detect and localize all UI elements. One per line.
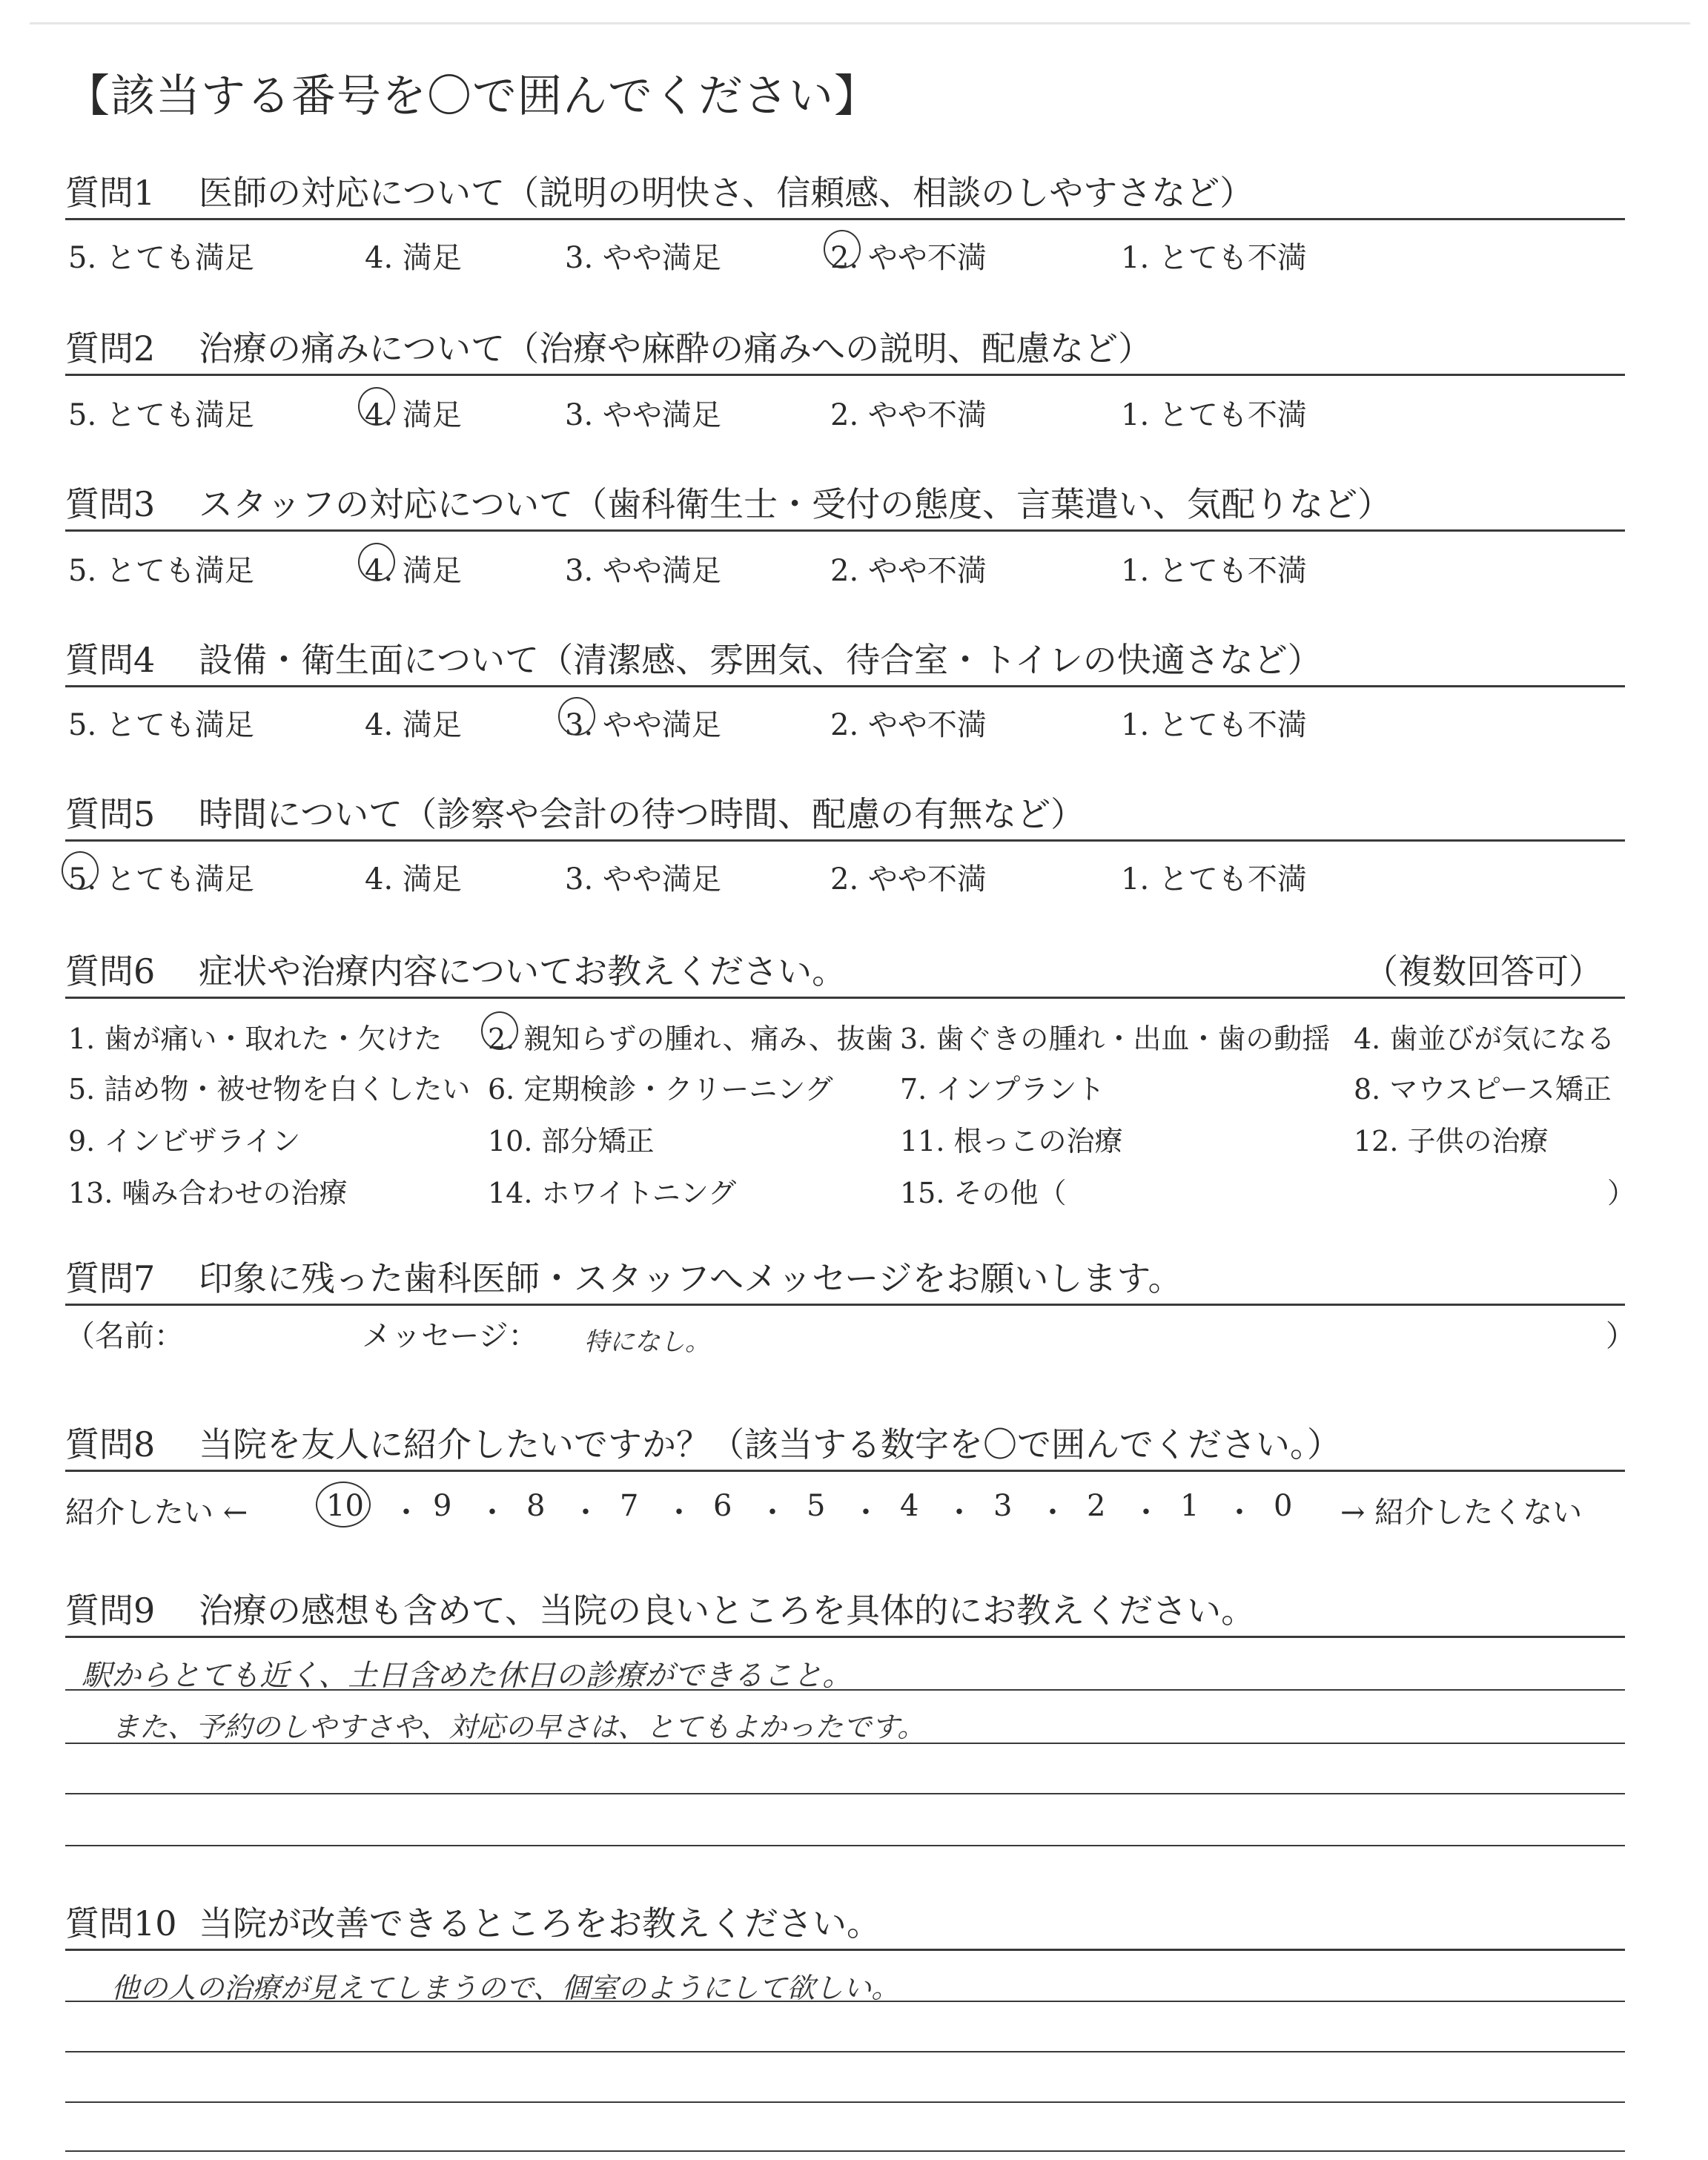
question-number: 質問9: [65, 1591, 156, 1631]
circle-mark: [358, 387, 395, 426]
symptom-option[interactable]: 10. 部分矯正: [488, 1125, 655, 1157]
symptom-option[interactable]: 14. ホワイトニング: [488, 1177, 737, 1209]
question-text: 当院を友人に紹介したいですか？（該当する数字を〇で囲んでください。）: [199, 1424, 1341, 1464]
symptom-option[interactable]: 9. インビザライン: [68, 1125, 301, 1157]
option-5[interactable]: 5. とても満足: [68, 241, 254, 275]
question-text: 当院が改善できるところをお教えください。: [199, 1903, 881, 1943]
option-3[interactable]: 3. やや満足: [565, 862, 721, 896]
page-title: 【該当する番号を〇で囲んでください】: [65, 70, 879, 122]
option-3[interactable]: 3. やや満足: [565, 398, 721, 432]
answer-line: [65, 2150, 1625, 2152]
question-2-header: [65, 328, 1625, 376]
question-number: 質問2: [65, 328, 156, 369]
option-3[interactable]: 3. やや満足: [565, 554, 721, 588]
answer-line: [65, 1743, 1625, 1744]
scale-4[interactable]: 4: [900, 1489, 919, 1523]
option-2[interactable]: 2. やや不満: [830, 554, 987, 588]
scale-7[interactable]: 7: [620, 1489, 639, 1523]
question-number: 質問1: [65, 173, 156, 213]
q9-answer-line-2[interactable]: また、予約のしやすさや、対応の早さは、とてもよかったです。: [111, 1711, 926, 1743]
option-1[interactable]: 1. とても不満: [1121, 554, 1307, 588]
symptom-option[interactable]: 7. インプラント: [900, 1073, 1105, 1106]
option-2[interactable]: 2. やや不満: [830, 862, 987, 896]
symptom-option[interactable]: 5. 詰め物・被せ物を白くしたい: [68, 1073, 471, 1106]
answer-line: [65, 2001, 1625, 2002]
q9-answer-line-1[interactable]: 駅からとても近く、土日含めた休日の診療ができること。: [82, 1659, 853, 1693]
option-2[interactable]: 2. やや不満: [830, 398, 987, 432]
option-5[interactable]: 5. とても満足: [68, 708, 254, 742]
circle-mark: [316, 1482, 371, 1527]
circle-mark: [558, 697, 595, 736]
dot: ・: [664, 1496, 694, 1530]
option-1[interactable]: 1. とても不満: [1121, 708, 1307, 742]
message-answer[interactable]: 特になし。: [584, 1327, 710, 1357]
option-4[interactable]: 4. 満足: [365, 547, 462, 589]
question-number: 質問6: [65, 951, 156, 991]
recommend-scale: [65, 1489, 1625, 1530]
option-4[interactable]: 4. 満足: [365, 862, 462, 896]
question-number: 質問7: [65, 1258, 156, 1298]
question-text: 時間について（診察や会計の待つ時間、配慮の有無など）: [199, 794, 1085, 834]
question-7-header: [65, 1258, 1625, 1306]
scale-0[interactable]: 0: [1274, 1489, 1293, 1523]
question-text: 治療の痛みについて（治療や麻酔の痛みへの説明、配慮など）: [199, 328, 1153, 369]
scale-6[interactable]: 6: [713, 1489, 732, 1523]
scale-left-label: 紹介したい ←: [65, 1496, 248, 1530]
answer-line: [65, 2101, 1625, 2103]
symptom-option[interactable]: 2. 親知らずの腫れ、痛み、抜歯: [488, 1016, 893, 1057]
question-3-header: [65, 483, 1625, 532]
circle-mark: [62, 851, 99, 890]
question-text: 症状や治療内容についてお教えください。: [199, 951, 847, 991]
scale-3[interactable]: 3: [993, 1489, 1013, 1523]
option-1[interactable]: 1. とても不満: [1121, 862, 1307, 896]
question-6-options-row-4: [68, 1170, 1636, 1209]
top-rule: [30, 22, 1690, 24]
dot: ・: [944, 1496, 974, 1530]
option-5[interactable]: 5. とても満足: [68, 856, 254, 898]
option-1[interactable]: 1. とても不満: [1121, 398, 1307, 432]
symptom-option[interactable]: 13. 噛み合わせの治療: [68, 1177, 348, 1209]
answer-line: [65, 2051, 1625, 2052]
symptom-option[interactable]: 1. 歯が痛い・取れた・欠けた: [68, 1023, 443, 1055]
name-label: （名前：: [65, 1319, 184, 1353]
question-5-header: [65, 793, 1625, 842]
other-close-paren: ）: [1607, 1177, 1636, 1209]
dot: ・: [571, 1496, 600, 1530]
question-text: スタッフの対応について（歯科衛生士・受付の態度、言葉遣い、気配りなど）: [199, 484, 1392, 524]
q10-answer-line-1[interactable]: 他の人の治療が見えてしまうので、個室のようにして欲しい。: [111, 1972, 900, 2004]
scale-9[interactable]: 9: [433, 1489, 452, 1523]
question-10-header: [65, 1903, 1625, 1951]
dot: ・: [1038, 1496, 1068, 1530]
option-4[interactable]: 4. 満足: [365, 708, 462, 742]
message-row: [65, 1312, 1635, 1357]
option-3[interactable]: 3. やや満足: [565, 241, 721, 275]
option-5[interactable]: 5. とても満足: [68, 554, 254, 588]
question-6-header: [65, 951, 1625, 999]
option-4[interactable]: 4. 満足: [365, 392, 462, 434]
question-8-header: [65, 1424, 1625, 1472]
option-2[interactable]: 2. やや不満: [830, 234, 987, 277]
symptom-option[interactable]: 6. 定期検診・クリーニング: [488, 1073, 833, 1106]
symptom-option[interactable]: 3. 歯ぐきの腫れ・出血・歯の動揺: [900, 1023, 1331, 1055]
symptom-option[interactable]: 12. 子供の治療: [1354, 1125, 1549, 1157]
question-text: 医師の対応について（説明の明快さ、信頼感、相談のしやすさなど）: [199, 173, 1254, 213]
question-text: 設備・衛生面について（清潔感、雰囲気、待合室・トイレの快適さなど）: [199, 640, 1322, 680]
scale-8[interactable]: 8: [526, 1489, 546, 1523]
scale-1[interactable]: 1: [1180, 1489, 1199, 1523]
circle-mark: [481, 1011, 518, 1050]
question-9-header: [65, 1590, 1625, 1638]
answer-line: [65, 1845, 1625, 1846]
dot: ・: [1225, 1496, 1254, 1530]
symptom-option[interactable]: 4. 歯並びが気になる: [1354, 1023, 1615, 1055]
close-paren: ）: [1606, 1319, 1635, 1353]
question-4-header: [65, 639, 1625, 687]
question-1-header: [65, 172, 1625, 220]
dot: ・: [391, 1496, 421, 1530]
scale-2[interactable]: 2: [1087, 1489, 1106, 1523]
question-number: 質問8: [65, 1424, 156, 1464]
question-number: 質問5: [65, 794, 156, 834]
option-1[interactable]: 1. とても不満: [1121, 241, 1307, 275]
option-5[interactable]: 5. とても満足: [68, 398, 254, 432]
option-2[interactable]: 2. やや不満: [830, 708, 987, 742]
question-text: 治療の感想も含めて、当院の良いところを具体的にお教えください。: [199, 1591, 1256, 1631]
scale-right-label: → 紹介したくない: [1340, 1496, 1583, 1530]
symptom-option-other[interactable]: 15. その他（: [900, 1177, 1067, 1209]
option-4[interactable]: 4. 満足: [365, 241, 462, 275]
symptom-option[interactable]: 11. 根っこの治療: [900, 1125, 1123, 1157]
option-3[interactable]: 3. やや満足: [565, 701, 721, 744]
question-text: 印象に残った歯科医師・スタッフへメッセージをお願いします。: [199, 1258, 1182, 1298]
question-number: 質問10: [65, 1903, 177, 1943]
answer-line: [65, 1793, 1625, 1794]
answer-line: [65, 1689, 1625, 1691]
question-number: 質問3: [65, 484, 156, 524]
scale-10[interactable]: 10: [326, 1489, 364, 1523]
dot: ・: [758, 1496, 787, 1530]
multiple-answer-note: （複数回答可）: [1364, 951, 1603, 991]
circle-mark: [824, 230, 861, 268]
dot: ・: [851, 1496, 881, 1530]
message-label: メッセージ：: [362, 1319, 538, 1353]
symptom-option[interactable]: 8. マウスピース矯正: [1354, 1073, 1612, 1106]
dot: ・: [1131, 1496, 1161, 1530]
circle-mark: [358, 543, 395, 581]
dot: ・: [477, 1496, 507, 1530]
question-number: 質問4: [65, 640, 156, 680]
scale-5[interactable]: 5: [807, 1489, 826, 1523]
